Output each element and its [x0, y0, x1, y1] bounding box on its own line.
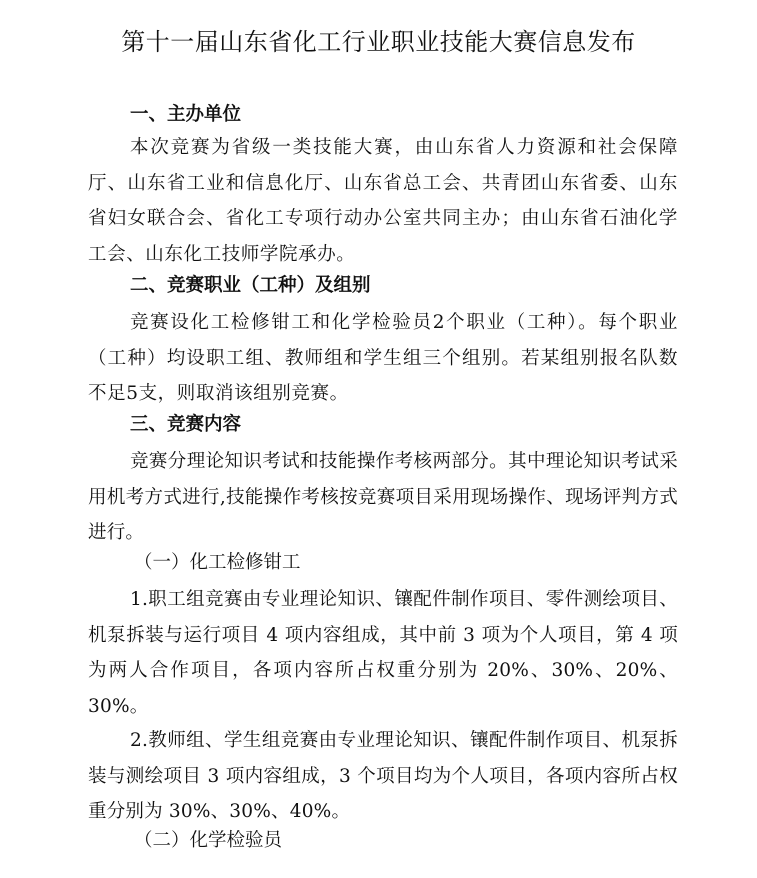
section-heading-organizers: 一、主办单位 [130, 104, 242, 125]
section-paragraph-organizers: 本次竞赛为省级一类技能大赛，由山东省人力资源和社会保障厅、山东省工业和信息化厅、山东省总工会、共青团山东省委、山东省妇女联合会、省化工专项行动办公室共同主办；由山东省石油化学工会、山东化工技师学院承办。 [88, 137, 678, 265]
section-heading-occupations: 二、竞赛职业（工种）及组别 [130, 275, 371, 296]
section-heading-content: 三、竞赛内容 [130, 414, 242, 435]
subsection-heading-inspector: （二）化学检验员 [134, 830, 283, 851]
section-paragraph-content: 竞赛分理论知识考试和技能操作考核两部分。其中理论知识考试采用机考方式进行,技能操作考核按竞赛项目采用现场操作、现场评判方式进行。 [88, 451, 678, 544]
subsection-heading-fitter: （一）化工检修钳工 [134, 552, 301, 573]
list-item: 2.教师组、学生组竞赛由专业理论知识、镶配件制作项目、机泵拆装与测绘项目 3 项内容组成，3 个项目均为个人项目，各项内容所占权重分别为 30%、30%、40%。 [88, 730, 678, 823]
list-item: 1.职工组竞赛由专业理论知识、镶配件制作项目、零件测绘项目、机泵拆装与运行项目 4 项内容组成，其中前 3 项为个人项目，第 4 项为两人合作项目，各项内容所占权重分别为 20%、30%、20%、30%。 [88, 589, 678, 717]
page-title: 第十一届山东省化工行业职业技能大赛信息发布 [121, 28, 636, 56]
section-paragraph-occupations: 竞赛设化工检修钳工和化学检验员2个职业（工种）。每个职业（工种）均设职工组、教师组和学生组三个组别。若某组别报名队数不足5支，则取消该组别竞赛。 [88, 312, 678, 405]
